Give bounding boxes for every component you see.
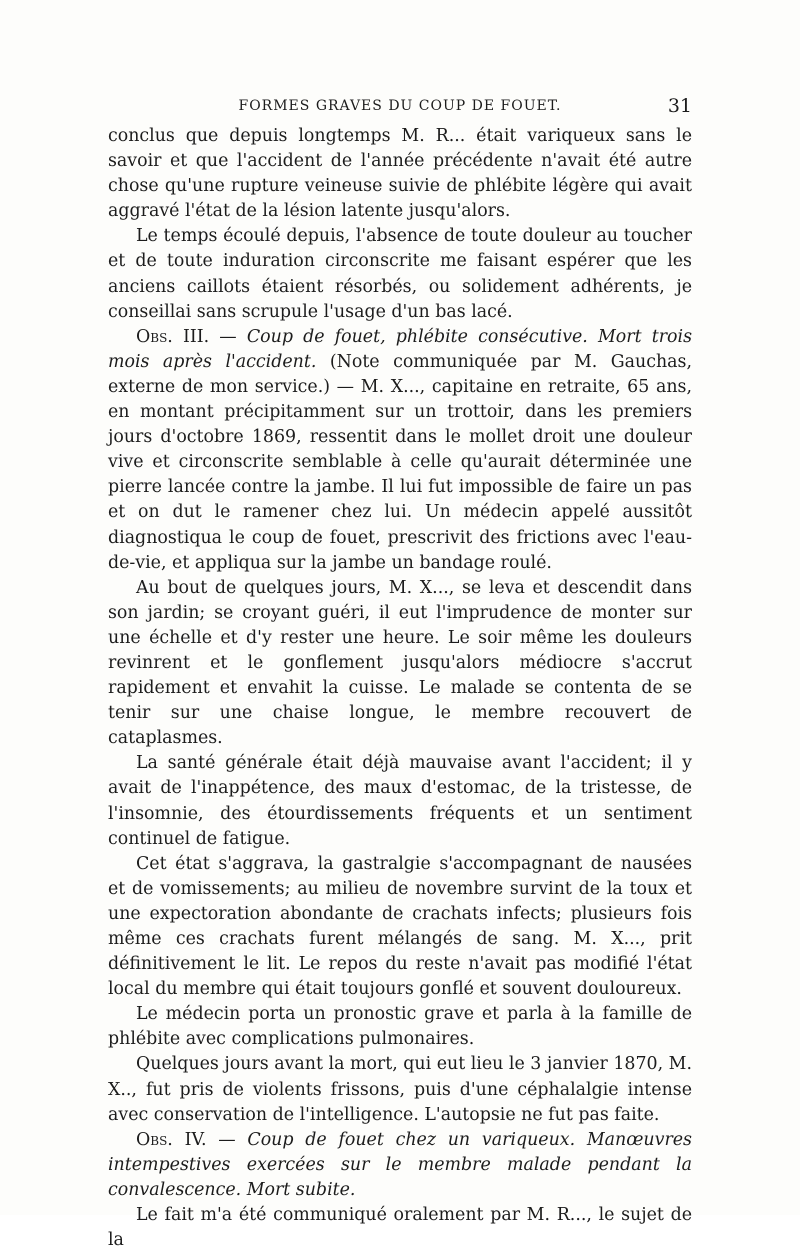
observation-title: Coup de fouet, phlébite consécutive. Mort trois mois après l'accident. xyxy=(108,326,692,372)
paragraph-text: Au bout de quelques jours, M. X..., se leva et descendit dans son jardin; se croyant guéri, il eut l'imprudence de monter sur une échelle et d'y rester une heure. Le soir même les douleurs revinrent et le gonflement jusqu'alors médiocre s'accrut rapidement et envahit la cuisse. Le malade se contenta de se tenir sur une chaise longue, le membre recouvert de cataplasmes. xyxy=(108,577,692,749)
paragraph xyxy=(108,1203,692,1253)
paragraph-text: Le fait m'a été communiqué oralement par M. R..., le sujet de la xyxy=(108,1205,692,1251)
paragraph-text: Le médecin porta un pronostic grave et parla à la famille de phlébite avec complications pulmonaires. xyxy=(108,1004,692,1050)
paragraph xyxy=(108,751,692,851)
paragraph-text: (Note communiquée par M. Gauchas, externe de mon service.) — M. X..., capitaine en retraite, 65 ans, en montant précipitamment sur un trottoir, dans les premiers jours d'octobre 1869, ressentit dans le mollet droit une douleur vive et circonscrite semblable à celle qu'aurait déterminée une pierre lancée contre la jambe. Il lui fut impossible de faire un pas et on dut le ramener chez lui. Un médecin appelé aussitôt diagnostiqua le coup de fouet, prescrivit des frictions avec l'eau-de-vie, et appliqua sur la jambe un bandage roulé. xyxy=(108,351,692,573)
observation-label: Obs. IV. xyxy=(136,1129,207,1150)
paragraph xyxy=(108,1002,692,1052)
page-number: 31 xyxy=(667,95,692,117)
paragraph xyxy=(108,224,692,324)
observation-label: Obs. III. xyxy=(136,326,210,347)
observation-dash: — xyxy=(209,326,247,347)
paragraph xyxy=(108,576,692,752)
paragraph-text: La santé générale était déjà mauvaise avant l'accident; il y avait de l'inappétence, des maux d'estomac, de la tristesse, de l'insomnie, des étourdissements fréquents et un sentiment continuel de fatigue. xyxy=(108,753,692,849)
paragraph-continuation xyxy=(108,124,692,224)
paragraph-text: Cet état s'aggrava, la gastralgie s'accompagnant de nausées et de vomissements; au milieu de novembre survint de la toux et une expectoration abondante de crachats infects; plusieurs fois même ces crachats furent mélangés de sang. M. X..., prit définitivement le lit. Le repos du reste n'avait pas modifié l'état local du membre qui était toujours gonflé et souvent douloureux. xyxy=(108,853,692,1000)
observation-dash: — xyxy=(206,1129,248,1150)
paragraph xyxy=(108,852,692,1003)
observation-iii xyxy=(108,325,692,576)
running-title: FORMES GRAVES DU COUP DE FOUET. xyxy=(238,98,562,114)
running-head xyxy=(108,94,692,118)
body-text xyxy=(108,124,692,1253)
paragraph-text: Quelques jours avant la mort, qui eut lieu le 3 janvier 1870, M. X.., fut pris de violents frissons, puis d'une céphalalgie intense avec conservation de l'intelligence. L'autopsie ne fut pas faite. xyxy=(108,1054,692,1125)
paragraph-text: conclus que depuis longtemps M. R... était variqueux sans le savoir et que l'accident de l'année précédente n'avait été autre chose qu'une rupture veineuse suivie de phlébite légère qui avait aggravé l'état de la lésion latente jusqu'alors. xyxy=(108,126,692,222)
paragraph-text: Le temps écoulé depuis, l'absence de toute douleur au toucher et de toute induration circonscrite me faisant espérer que les anciens caillots étaient résorbés, ou solidement adhérents, je conseillai sans scrupule l'usage d'un bas lacé. xyxy=(108,226,692,322)
observation-iv xyxy=(108,1128,692,1203)
paragraph xyxy=(108,1052,692,1127)
observation-title: Coup de fouet chez un variqueux. Manœuvres intempestives exercées sur le membre malade pendant la convalescence. Mort subite. xyxy=(108,1129,692,1200)
